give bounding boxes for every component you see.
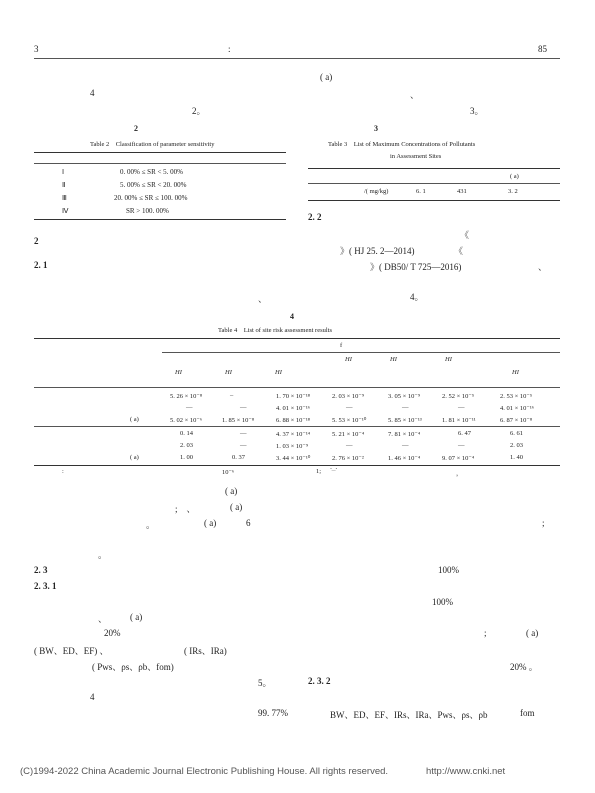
body-pct-9977: 99. 77% bbox=[258, 708, 288, 718]
table4-number: 4 bbox=[290, 312, 294, 321]
section-heading-2-2: 2. 2 bbox=[308, 212, 322, 222]
text-four: 4。 bbox=[410, 292, 424, 302]
table3-number: 3 bbox=[374, 124, 378, 133]
table4-cell: 4. 01 × 10⁻¹⁶ bbox=[276, 405, 311, 412]
table4-cell: 1. 81 × 10⁻¹¹ bbox=[442, 417, 476, 424]
right-text-three: 3。 bbox=[470, 106, 484, 116]
table4-group-rule bbox=[162, 352, 560, 353]
body-four: 4 bbox=[90, 692, 95, 702]
table4-cell: 1. 70 × 10⁻¹⁸ bbox=[276, 393, 311, 400]
right-text-a: ( a) bbox=[320, 72, 333, 82]
table2-head-rule bbox=[34, 163, 286, 164]
body-params4: BW、ED、EF、IRs、IRa、Pws、ρs、ρb bbox=[330, 710, 488, 720]
section-heading-2-3: 2. 3 bbox=[34, 565, 48, 575]
right-text-dun2: 、 bbox=[538, 262, 548, 272]
table4-hi-sub: HI bbox=[225, 369, 232, 376]
table4-cell: 5. 26 × 10⁻⁸ bbox=[170, 393, 203, 400]
table4-bottom-rule bbox=[34, 465, 560, 466]
table4-note-colon: : bbox=[62, 468, 64, 475]
body-a1: ( a) bbox=[225, 486, 238, 496]
body-params1: ( BW、ED、EF) 、 bbox=[34, 646, 109, 656]
body-semi2: ; bbox=[484, 628, 487, 638]
table4-mid-rule bbox=[34, 426, 560, 427]
body-a2: ( a) bbox=[230, 502, 243, 512]
running-head-colon: : bbox=[228, 44, 231, 54]
table4-cell: 2. 03 bbox=[180, 442, 193, 449]
table2-range: 0. 00% ≤ SR < 5. 00% bbox=[120, 168, 184, 176]
body-dot: 。 bbox=[98, 550, 108, 560]
table3-bottom-rule bbox=[308, 200, 560, 201]
table4-top-rule bbox=[34, 338, 560, 339]
table3-row-label: /( mg/kg) bbox=[364, 188, 389, 195]
table3-head: ( a) bbox=[510, 173, 519, 180]
table3-caption: Table 3 List of Maximum Concentrations of Pollutants bbox=[328, 141, 476, 148]
body-six: 6 bbox=[246, 518, 251, 528]
section-heading-2-3-1: 2. 3. 1 bbox=[34, 581, 57, 591]
table4-cell: 1. 46 × 10⁻⁴ bbox=[388, 455, 421, 462]
body-params3: ( Pws、ρs、ρb、fom) bbox=[92, 662, 174, 672]
footer-url[interactable]: http://www.cnki.net bbox=[426, 766, 506, 777]
table4-cell: 6. 61 bbox=[510, 430, 523, 437]
table4-cell: 2. 03 bbox=[510, 442, 523, 449]
table3-cell: 3. 2 bbox=[508, 188, 518, 195]
table4-cell: 5. 21 × 10⁻⁴ bbox=[332, 431, 365, 438]
table4-hi-sub: HI bbox=[275, 369, 282, 376]
table4-note-comma: ， bbox=[456, 470, 463, 477]
table4-cell: — bbox=[240, 442, 247, 449]
table4-hi-head: HI bbox=[390, 356, 397, 363]
table4-head-rule bbox=[34, 387, 560, 388]
right-text-dun: 、 bbox=[410, 90, 420, 100]
table4-note-exp: 10⁻⁶ bbox=[222, 469, 235, 476]
body-fom: fom bbox=[520, 708, 535, 718]
table2-bottom-rule bbox=[34, 219, 286, 220]
body-a5: ( a) bbox=[526, 628, 539, 638]
bracket-open: 《 bbox=[460, 230, 470, 240]
table4-cell: — bbox=[240, 430, 247, 437]
table4-hi-sub: HI bbox=[175, 369, 182, 376]
table2-grade: Ⅳ bbox=[62, 207, 69, 215]
table4-cell: — bbox=[402, 404, 409, 411]
table2-range: 5. 00% ≤ SR < 20. 00% bbox=[120, 181, 187, 189]
table3-cell: 6. 1 bbox=[416, 188, 426, 195]
table4-cell: 2. 03 × 10⁻⁹ bbox=[332, 393, 365, 400]
table4-cell: — bbox=[346, 404, 353, 411]
body-pct-20: 20% bbox=[104, 628, 121, 638]
table2-grade: Ⅱ bbox=[62, 181, 66, 189]
table4-cell: 0. 37 bbox=[232, 454, 245, 461]
standard-hj: 》( HJ 25. 2—2014) bbox=[340, 246, 415, 256]
table4-cell: 5. 53 × 10⁻¹⁰ bbox=[332, 417, 367, 424]
table4-cell: 2. 52 × 10⁻⁵ bbox=[442, 393, 475, 400]
table4-row-label: ( a) bbox=[130, 416, 139, 423]
body-pct-100b: 100% bbox=[432, 597, 453, 607]
standard-db: 》( DB50/ T 725—2016) bbox=[370, 262, 462, 272]
body-period: 。 bbox=[146, 520, 156, 530]
table4-hi-head: HI bbox=[445, 356, 452, 363]
table4-cell: 1. 40 bbox=[510, 454, 523, 461]
table4-cell: — bbox=[458, 404, 465, 411]
table2-range: SR > 100. 00% bbox=[126, 207, 169, 215]
body-params2: ( IRs、IRa) bbox=[184, 646, 227, 656]
body-five: 5。 bbox=[258, 678, 272, 688]
body-semi-dun: ; 、 bbox=[175, 504, 196, 514]
table4-cell: 9. 07 × 10⁻⁴ bbox=[442, 455, 475, 462]
table3-top-rule bbox=[308, 168, 560, 169]
table4-cell: — bbox=[240, 404, 247, 411]
table4-row-label: ( a) bbox=[130, 454, 139, 461]
table4-cell: – bbox=[230, 392, 234, 399]
table4-caption: Table 4 List of site risk assessment results bbox=[218, 327, 333, 334]
table4-cell: — bbox=[402, 442, 409, 449]
table4-note-small: "—" bbox=[330, 467, 338, 472]
table4-hi-sub: HI bbox=[512, 369, 519, 376]
table2-grade: Ⅰ bbox=[62, 168, 65, 176]
table3-head-rule bbox=[308, 183, 560, 184]
table2-range: 20. 00% ≤ SR ≤ 100. 00% bbox=[114, 194, 188, 202]
footer-copyright: (C)1994-2022 China Academic Journal Electronic Publishing House. All rights reserved. bbox=[20, 766, 389, 777]
table4-cell: — bbox=[346, 442, 353, 449]
table4-cell: 1. 03 × 10⁻⁹ bbox=[276, 443, 309, 450]
table4-cell: 3. 44 × 10⁻¹⁰ bbox=[276, 455, 311, 462]
body-a3: ( a) bbox=[204, 518, 217, 528]
table4-cell: 4. 01 × 10⁻¹⁶ bbox=[500, 405, 535, 412]
table4-cell: — bbox=[458, 442, 465, 449]
table3-caption-cont: in Assessment Sites bbox=[390, 153, 442, 160]
table4-cell: — bbox=[186, 404, 193, 411]
body-a4: ( a) bbox=[130, 612, 143, 622]
table4-cell: 6. 87 × 10⁻⁸ bbox=[500, 417, 533, 424]
table4-group-label: f bbox=[340, 342, 343, 349]
table2-number: 2 bbox=[134, 124, 138, 133]
left-text-2: 2。 bbox=[192, 106, 206, 116]
table4-cell: 6. 88 × 10⁻¹⁸ bbox=[276, 417, 311, 424]
table4-cell: 6. 47 bbox=[458, 430, 471, 437]
table4-cell: 3. 05 × 10⁻⁹ bbox=[388, 393, 421, 400]
table4-note-one: 1; bbox=[316, 468, 322, 475]
table4-cell: 5. 02 × 10⁻⁶ bbox=[170, 417, 203, 424]
table2-caption: Table 2 Classification of parameter sensitivity bbox=[90, 141, 215, 148]
table4-cell: 4. 37 × 10⁻¹⁴ bbox=[276, 431, 311, 438]
table2-grade: Ⅲ bbox=[62, 194, 67, 202]
body-pct-20b: 20% 。 bbox=[510, 662, 538, 672]
table4-cell: 0. 14 bbox=[180, 430, 193, 437]
running-head-page: 3 bbox=[34, 44, 39, 54]
left-text-4: 4 bbox=[90, 88, 95, 98]
table3-cell: 431 bbox=[457, 188, 467, 195]
header-rule bbox=[34, 58, 560, 59]
table4-cell: 7. 81 × 10⁻⁴ bbox=[388, 431, 421, 438]
table4-cell: 5. 85 × 10⁻¹³ bbox=[388, 417, 422, 424]
body-pct-100: 100% bbox=[438, 565, 459, 575]
table4-cell: 2. 76 × 10⁻² bbox=[332, 455, 364, 462]
table2-top-rule bbox=[34, 152, 286, 153]
body-semi: ; bbox=[542, 518, 545, 528]
table4-cell: 1. 85 × 10⁻⁸ bbox=[222, 417, 255, 424]
section-heading-2: 2 bbox=[34, 236, 39, 246]
table4-cell: 2. 53 × 10⁻⁵ bbox=[500, 393, 533, 400]
table4-cell: 1. 00 bbox=[180, 454, 193, 461]
body-dun: 、 bbox=[98, 614, 108, 624]
table4-hi-head: HI bbox=[345, 356, 352, 363]
section-heading-2-3-2: 2. 3. 2 bbox=[308, 676, 331, 686]
section-heading-2-1: 2. 1 bbox=[34, 260, 48, 270]
text-dun3: 、 bbox=[258, 294, 268, 304]
page-number: 85 bbox=[538, 44, 547, 54]
bracket-open-2: 《 bbox=[454, 246, 464, 256]
